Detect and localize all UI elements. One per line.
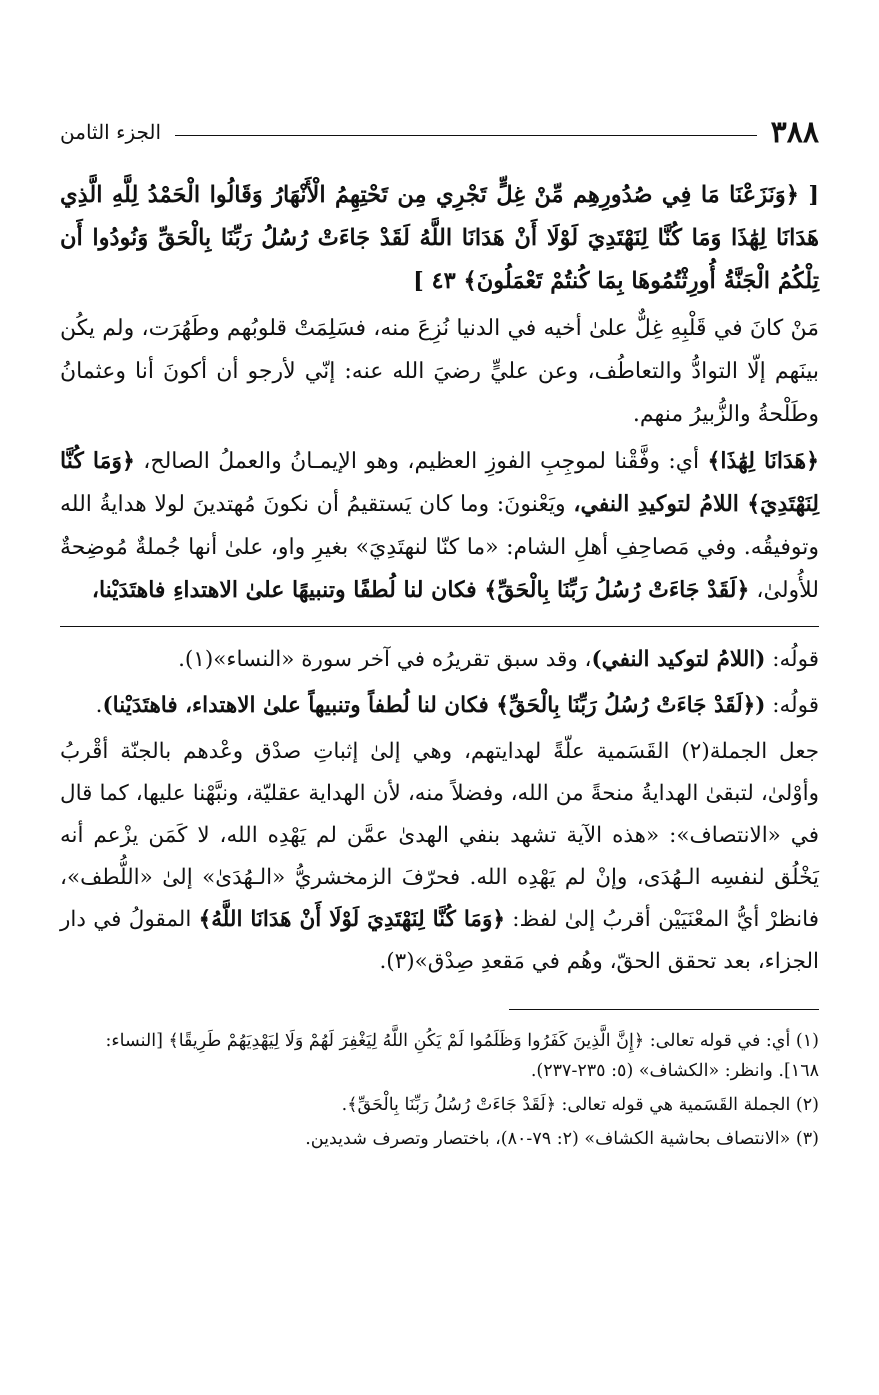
text-span: . [95, 693, 103, 718]
section-divider [60, 626, 819, 627]
text-span: قولُه: [765, 693, 819, 718]
bold-phrase: (اللامُ لتوكيد النفي) [591, 647, 766, 672]
text-span: قولُه: [765, 647, 819, 672]
footnotes [60, 1026, 819, 1154]
footnote-divider [509, 1009, 819, 1010]
footnote-1: (١) أي: في قوله تعالى: ﴿إِنَّ الَّذِينَ كَفَرُوا وَظَلَمُوا لَمْ يَكُنِ اللَّهُ لِيَغْفِرَ لَهُمْ وَلَا لِيَهْدِيَهُمْ طَرِيقًا﴾ [النساء: ١٦٨]. وانظر: «الكشاف» (٥: ٢٣٥-٢٣٧). [105, 1031, 819, 1081]
commentary-paragraph-2 [60, 685, 819, 727]
main-text [60, 174, 819, 612]
main-paragraph-2 [60, 440, 819, 612]
quran-quote: ﴿وَمَا كُنَّا لِنَهْتَدِيَ﴾ [60, 448, 820, 517]
quran-verse: [ ﴿وَنَزَعْنَا مَا فِي صُدُورِهِم مِّنْ غِلٍّ تَجْرِي مِن تَحْتِهِمُ الْأَنْهَارُ وَقَالُوا الْحَمْدُ لِلَّهِ الَّذِي هَدَانَا لِهَٰذَا وَمَا كُنَّا لِنَهْتَدِيَ لَوْلَا أَنْ هَدَانَا اللَّهُ لَقَدْ جَاءَتْ رُسُلُ رَبِّنَا بِالْحَقِّ وَنُودُوا أَن تِلْكُمُ الْجَنَّةُ أُورِثْتُمُوهَا بِمَا كُنتُمْ تَعْمَلُونَ﴾ ٤٣ ] [60, 182, 819, 294]
footnote-2: (٢) الجملة القَسَمية هي قوله تعالى: ﴿لَقَدْ جَاءَتْ رُسُلُ رَبِّنَا بِالْحَقِّ﴾. [341, 1095, 819, 1115]
main-paragraph-1: مَنْ كانَ في قَلْبِهِ غِلٌّ علىٰ أخيه في الدنيا نُزِعَ منه، فسَلِمَتْ قلوبُهم وطَهُرَت، ولم يكُن بينَهم إلّا التوادُّ والتعاطُف، وعن عليٍّ رضيَ الله عنه: إنّي لأرجو أن أكونَ أنا وعثمانُ وطَلْحةُ والزُّبيرُ منهم. [60, 316, 819, 427]
quran-quote: ﴿هَدَانَا لِهَٰذَا﴾ [707, 448, 819, 474]
text-span: المقولُ في دار الجزاء، بعد تحقق الحقّ، وهُم في مَقعدِ صِدْق»(٣). [60, 907, 819, 974]
footnote-3: (٣) «الانتصاف بحاشية الكشاف» (٢: ٧٩-٨٠)، باختصار وتصرف شديدين. [305, 1129, 819, 1149]
running-head: الجزء الثامن [60, 120, 162, 144]
quran-quote: ﴿لَقَدْ جَاءَتْ رُسُلُ رَبِّنَا بِالْحَقِّ﴾ [484, 577, 750, 603]
text-span: ، وقد سبق تقريرُه في آخر سورة «النساء»(١). [178, 647, 592, 672]
text-span: جعل الجملة(٢) القَسَمية علّةً لهدايتهم، وهي إلىٰ إثباتِ صدْق وعْدهم بالجنّة أقْربُ وأوْلىٰ، لتبقىٰ الهدايةُ منحةً من الله، وفضلاً منه، لأن الهداية عقليّة، ونبَّهْنا عليها، كما قال في «الانتصاف»: «هذه الآية تشهد بنفي الهدىٰ عمَّن لم يَهْدِه الله، لا كَمَن يزْعم أنه يَخْلُق لنفسِه الـهُدَى، وإنْ لم يَهْدِه الله. فحرّفَ الزمخشريُّ «الـهُدَىٰ» إلىٰ «اللُّطف»، فانظرْ أيُّ المعْنَيَيْن أقربُ إلىٰ لفظ: [60, 739, 819, 932]
text-span: ويَعْنونَ: وما كان يَستقيمُ أن نكونَ مُهتدينَ لولا هدايةُ الله وتوفيقُه. وفي مَصاحِفِ أهلِ الشام: «ما كنّا لنهتَدِيَ» بغيرِ واو، علىٰ أنها جُملةٌ مُوضِحةٌ للأُولىٰ، [60, 492, 819, 603]
commentary [60, 639, 819, 983]
commentary-paragraph-1 [60, 639, 819, 681]
text-span: أي: وفَّقْنا لموجِبِ الفوزِ العظيم، وهو الإيمـانُ والعملُ الصالح، [134, 449, 708, 474]
bold-phrase: اللامُ لتوكيدِ النفي، [573, 491, 748, 517]
bold-phrase: (﴿لَقَدْ جَاءَتْ رُسُلُ رَبِّنَا بِالْحَقِّ﴾ فكان لنا لُطفاً وتنبيهاً علىٰ الاهتداء، فاهتَدَيْنا) [102, 693, 766, 718]
page-header [60, 112, 819, 152]
bold-phrase: فكان لنا لُطفًا وتنبيهًا علىٰ الاهتداءِ فاهتَدَيْنا، [91, 577, 485, 603]
commentary-paragraph-3 [60, 731, 819, 983]
quran-quote: ﴿وَمَا كُنَّا لِنَهْتَدِيَ لَوْلَا أَنْ هَدَانَا اللَّهُ﴾ [198, 907, 505, 932]
header-rule [175, 135, 757, 136]
page-number: ٣٨٨ [770, 114, 819, 150]
